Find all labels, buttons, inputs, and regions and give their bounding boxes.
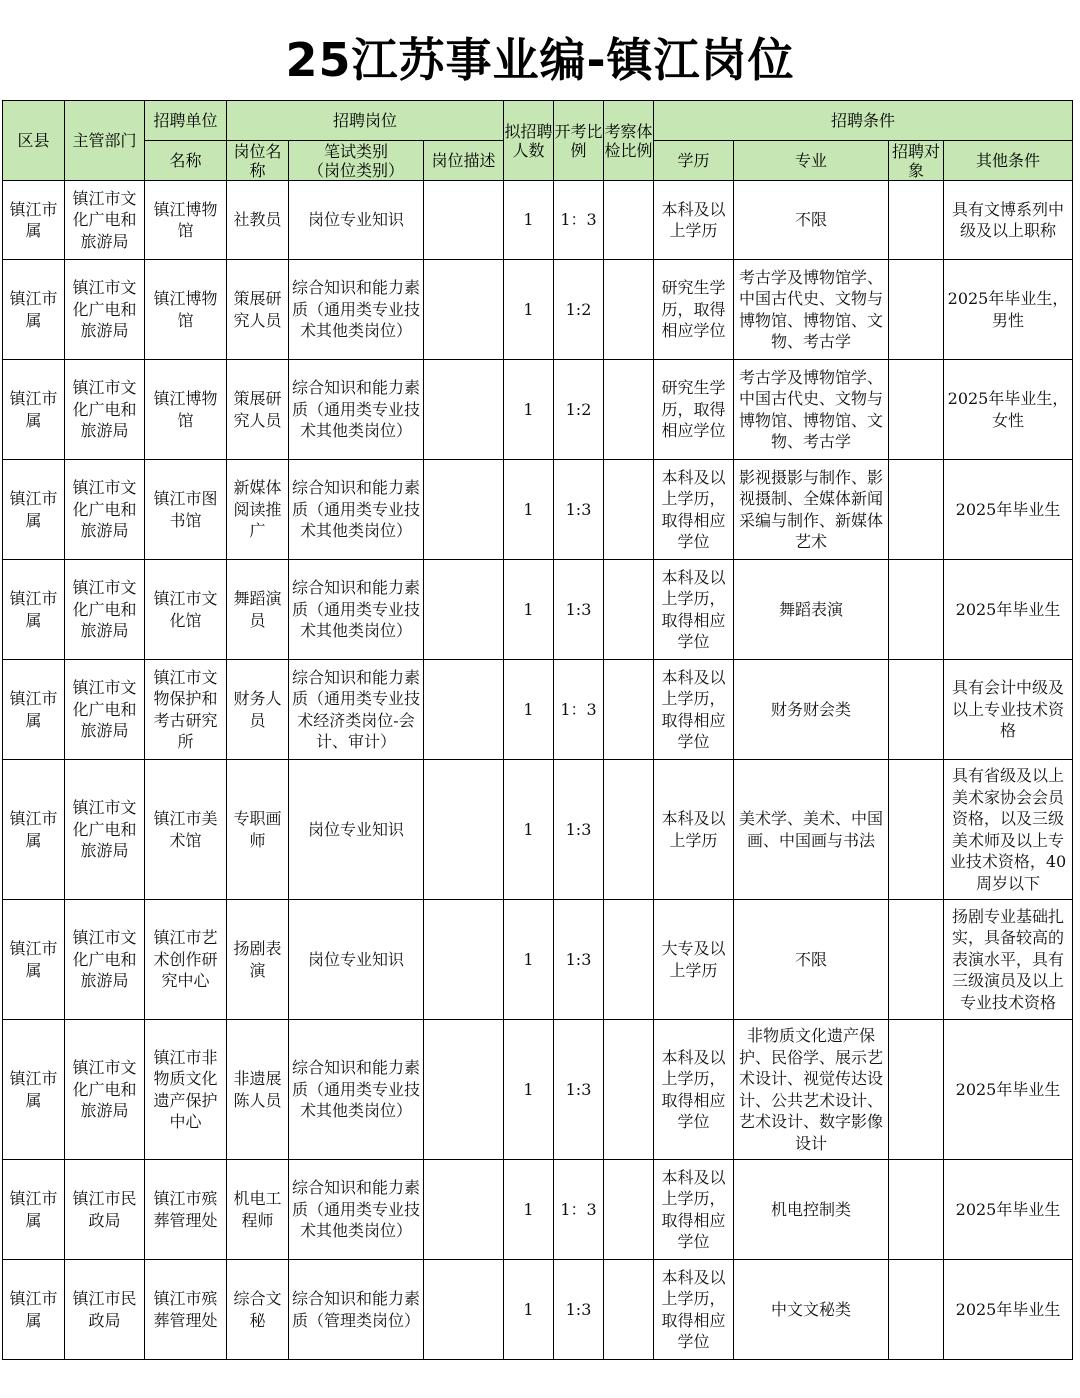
other-condition-cell: 具有会计中级及以上专业技术资格: [944, 660, 1073, 760]
header-post-name: 岗位名称: [227, 141, 289, 181]
exam-type-cell: 综合知识和能力素质（通用类专业技术其他类岗位）: [289, 360, 424, 460]
district-cell: 镇江市属: [3, 1260, 65, 1360]
header-other: 其他条件: [944, 141, 1073, 181]
target-cell: [889, 1160, 944, 1260]
table-row: [3, 900, 1073, 1020]
table-row: [3, 1160, 1073, 1260]
post-desc-cell: [424, 181, 504, 260]
planned-count-cell: 1: [504, 181, 554, 260]
education-cell: 研究生学历，取得相应学位: [654, 360, 734, 460]
major-cell: 考古学及博物馆学、中国古代史、文物与博物馆、博物馆、文物、考古学: [734, 260, 889, 360]
planned-count-cell: 1: [504, 760, 554, 900]
planned-count-cell: 1: [504, 360, 554, 460]
exam-ratio-cell: 1:3: [554, 460, 604, 560]
department-cell: 镇江市文化广电和旅游局: [65, 900, 145, 1020]
unit-cell: 镇江博物馆: [145, 181, 227, 260]
post-desc-cell: [424, 1260, 504, 1360]
unit-cell: 镇江市非物质文化遗产保护中心: [145, 1020, 227, 1160]
education-cell: 本科及以上学历，取得相应学位: [654, 560, 734, 660]
job-table: [2, 100, 1073, 1360]
inspect-ratio-cell: [604, 1020, 654, 1160]
post-name-cell: 策展研究人员: [227, 360, 289, 460]
major-cell: 考古学及博物馆学、中国古代史、文物与博物馆、博物馆、文物、考古学: [734, 360, 889, 460]
exam-ratio-cell: 1：3: [554, 1160, 604, 1260]
district-cell: 镇江市属: [3, 1160, 65, 1260]
header-unit-group: 招聘单位: [145, 101, 227, 141]
exam-type-cell: 岗位专业知识: [289, 760, 424, 900]
table-row: [3, 560, 1073, 660]
district-cell: 镇江市属: [3, 460, 65, 560]
planned-count-cell: 1: [504, 260, 554, 360]
exam-ratio-cell: 1:3: [554, 560, 604, 660]
header-education: 学历: [654, 141, 734, 181]
post-name-cell: 新媒体阅读推广: [227, 460, 289, 560]
department-cell: 镇江市文化广电和旅游局: [65, 460, 145, 560]
education-cell: 本科及以上学历，取得相应学位: [654, 1260, 734, 1360]
exam-type-cell: 综合知识和能力素质（通用类专业技术其他类岗位）: [289, 560, 424, 660]
header-post-group: 招聘岗位: [227, 101, 504, 141]
table-row: [3, 1020, 1073, 1160]
inspect-ratio-cell: [604, 660, 654, 760]
exam-ratio-cell: 1：3: [554, 181, 604, 260]
target-cell: [889, 181, 944, 260]
exam-ratio-cell: 1:2: [554, 260, 604, 360]
exam-type-cell: 岗位专业知识: [289, 900, 424, 1020]
department-cell: 镇江市文化广电和旅游局: [65, 560, 145, 660]
department-cell: 镇江市民政局: [65, 1260, 145, 1360]
post-desc-cell: [424, 460, 504, 560]
target-cell: [889, 900, 944, 1020]
other-condition-cell: 2025年毕业生: [944, 1020, 1073, 1160]
major-cell: 美术学、美术、中国画、中国画与书法: [734, 760, 889, 900]
header-district: 区县: [3, 101, 65, 181]
department-cell: 镇江市文化广电和旅游局: [65, 360, 145, 460]
header-exam-type: 笔试类别 （岗位类别）: [289, 141, 424, 181]
post-desc-cell: [424, 1160, 504, 1260]
target-cell: [889, 1020, 944, 1160]
district-cell: 镇江市属: [3, 360, 65, 460]
header-inspect-ratio: 考察体检比例: [604, 101, 654, 181]
other-condition-cell: 2025年毕业生: [944, 1160, 1073, 1260]
post-name-cell: 财务人员: [227, 660, 289, 760]
planned-count-cell: 1: [504, 560, 554, 660]
table-row: [3, 1260, 1073, 1360]
post-desc-cell: [424, 560, 504, 660]
major-cell: 非物质文化遗产保护、民俗学、展示艺术设计、视觉传达设计、公共艺术设计、艺术设计、数字影像设计: [734, 1020, 889, 1160]
department-cell: 镇江市文化广电和旅游局: [65, 660, 145, 760]
other-condition-cell: 2025年毕业生， 女性: [944, 360, 1073, 460]
header-post-desc: 岗位描述: [424, 141, 504, 181]
planned-count-cell: 1: [504, 900, 554, 1020]
target-cell: [889, 260, 944, 360]
education-cell: 本科及以上学历: [654, 181, 734, 260]
unit-cell: 镇江市美术馆: [145, 760, 227, 900]
district-cell: 镇江市属: [3, 760, 65, 900]
inspect-ratio-cell: [604, 900, 654, 1020]
planned-count-cell: 1: [504, 1020, 554, 1160]
header-major: 专业: [734, 141, 889, 181]
table-row: [3, 260, 1073, 360]
unit-cell: 镇江市殡葬管理处: [145, 1160, 227, 1260]
exam-ratio-cell: 1:3: [554, 1020, 604, 1160]
inspect-ratio-cell: [604, 760, 654, 900]
post-desc-cell: [424, 760, 504, 900]
unit-cell: 镇江市艺术创作研究中心: [145, 900, 227, 1020]
other-condition-cell: 2025年毕业生， 男性: [944, 260, 1073, 360]
table-row: [3, 760, 1073, 900]
education-cell: 大专及以上学历: [654, 900, 734, 1020]
exam-ratio-cell: 1：3: [554, 660, 604, 760]
planned-count-cell: 1: [504, 1260, 554, 1360]
post-desc-cell: [424, 360, 504, 460]
post-name-cell: 非遗展陈人员: [227, 1020, 289, 1160]
exam-type-cell: 综合知识和能力素质（通用类专业技术其他类岗位）: [289, 260, 424, 360]
table-row: [3, 360, 1073, 460]
target-cell: [889, 660, 944, 760]
target-cell: [889, 1260, 944, 1360]
target-cell: [889, 760, 944, 900]
other-condition-cell: 2025年毕业生: [944, 1260, 1073, 1360]
major-cell: 中文文秘类: [734, 1260, 889, 1360]
post-desc-cell: [424, 660, 504, 760]
header-exam-ratio: 开考比例: [554, 101, 604, 181]
district-cell: 镇江市属: [3, 260, 65, 360]
education-cell: 研究生学历，取得相应学位: [654, 260, 734, 360]
major-cell: 机电控制类: [734, 1160, 889, 1260]
exam-ratio-cell: 1:2: [554, 360, 604, 460]
inspect-ratio-cell: [604, 1160, 654, 1260]
education-cell: 本科及以上学历，取得相应学位: [654, 460, 734, 560]
exam-type-cell: 综合知识和能力素质（通用类专业技术其他类岗位）: [289, 1160, 424, 1260]
major-cell: 不限: [734, 900, 889, 1020]
other-condition-cell: 具有省级及以上美术家协会会员资格，以及三级美术师及以上专业技术资格，40周岁以下: [944, 760, 1073, 900]
education-cell: 本科及以上学历: [654, 760, 734, 900]
exam-type-cell: 岗位专业知识: [289, 181, 424, 260]
education-cell: 本科及以上学历，取得相应学位: [654, 1160, 734, 1260]
other-condition-cell: 2025年毕业生: [944, 460, 1073, 560]
district-cell: 镇江市属: [3, 660, 65, 760]
unit-cell: 镇江市文化馆: [145, 560, 227, 660]
header-condition-group: 招聘条件: [654, 101, 1073, 141]
exam-type-cell: 综合知识和能力素质（通用类专业技术其他类岗位）: [289, 460, 424, 560]
education-cell: 本科及以上学历，取得相应学位: [654, 1020, 734, 1160]
major-cell: 不限: [734, 181, 889, 260]
header-target: 招聘对象: [889, 141, 944, 181]
post-name-cell: 扬剧表演: [227, 900, 289, 1020]
department-cell: 镇江市文化广电和旅游局: [65, 181, 145, 260]
district-cell: 镇江市属: [3, 1020, 65, 1160]
post-desc-cell: [424, 900, 504, 1020]
post-name-cell: 专职画师: [227, 760, 289, 900]
unit-cell: 镇江市文物保护和考古研究所: [145, 660, 227, 760]
unit-cell: 镇江博物馆: [145, 260, 227, 360]
exam-ratio-cell: 1:3: [554, 900, 604, 1020]
major-cell: 财务财会类: [734, 660, 889, 760]
other-condition-cell: 扬剧专业基础扎实，具备较高的表演水平，具有三级演员及以上专业技术资格: [944, 900, 1073, 1020]
inspect-ratio-cell: [604, 260, 654, 360]
exam-ratio-cell: 1:3: [554, 1260, 604, 1360]
inspect-ratio-cell: [604, 560, 654, 660]
table-row: [3, 460, 1073, 560]
department-cell: 镇江市文化广电和旅游局: [65, 760, 145, 900]
other-condition-cell: 2025年毕业生: [944, 560, 1073, 660]
planned-count-cell: 1: [504, 660, 554, 760]
post-name-cell: 策展研究人员: [227, 260, 289, 360]
other-condition-cell: 具有文博系列中级及以上职称: [944, 181, 1073, 260]
table-row: [3, 660, 1073, 760]
inspect-ratio-cell: [604, 360, 654, 460]
education-cell: 本科及以上学历，取得相应学位: [654, 660, 734, 760]
post-name-cell: 舞蹈演员: [227, 560, 289, 660]
post-name-cell: 综合文秘: [227, 1260, 289, 1360]
post-desc-cell: [424, 260, 504, 360]
exam-ratio-cell: 1:3: [554, 760, 604, 900]
district-cell: 镇江市属: [3, 900, 65, 1020]
target-cell: [889, 360, 944, 460]
exam-type-cell: 综合知识和能力素质（通用类专业技术其他类岗位）: [289, 1020, 424, 1160]
header-planned-count: 拟招聘人数: [504, 101, 554, 181]
inspect-ratio-cell: [604, 181, 654, 260]
planned-count-cell: 1: [504, 1160, 554, 1260]
target-cell: [889, 560, 944, 660]
post-name-cell: 社教员: [227, 181, 289, 260]
unit-cell: 镇江博物馆: [145, 360, 227, 460]
target-cell: [889, 460, 944, 560]
inspect-ratio-cell: [604, 1260, 654, 1360]
page-title: 25江苏事业编-镇江岗位: [285, 33, 795, 87]
post-desc-cell: [424, 1020, 504, 1160]
table-row: [3, 181, 1073, 260]
exam-type-cell: 综合知识和能力素质（通用类专业技术经济类岗位-会计、审计）: [289, 660, 424, 760]
post-name-cell: 机电工程师: [227, 1160, 289, 1260]
department-cell: 镇江市民政局: [65, 1160, 145, 1260]
unit-cell: 镇江市殡葬管理处: [145, 1260, 227, 1360]
major-cell: 舞蹈表演: [734, 560, 889, 660]
inspect-ratio-cell: [604, 460, 654, 560]
exam-type-cell: 综合知识和能力素质（管理类岗位）: [289, 1260, 424, 1360]
major-cell: 影视摄影与制作、影视摄制、全媒体新闻采编与制作、新媒体艺术: [734, 460, 889, 560]
planned-count-cell: 1: [504, 460, 554, 560]
unit-cell: 镇江市图书馆: [145, 460, 227, 560]
header-department: 主管部门: [65, 101, 145, 181]
department-cell: 镇江市文化广电和旅游局: [65, 1020, 145, 1160]
district-cell: 镇江市属: [3, 560, 65, 660]
header-unit-name: 名称: [145, 141, 227, 181]
department-cell: 镇江市文化广电和旅游局: [65, 260, 145, 360]
district-cell: 镇江市属: [3, 181, 65, 260]
